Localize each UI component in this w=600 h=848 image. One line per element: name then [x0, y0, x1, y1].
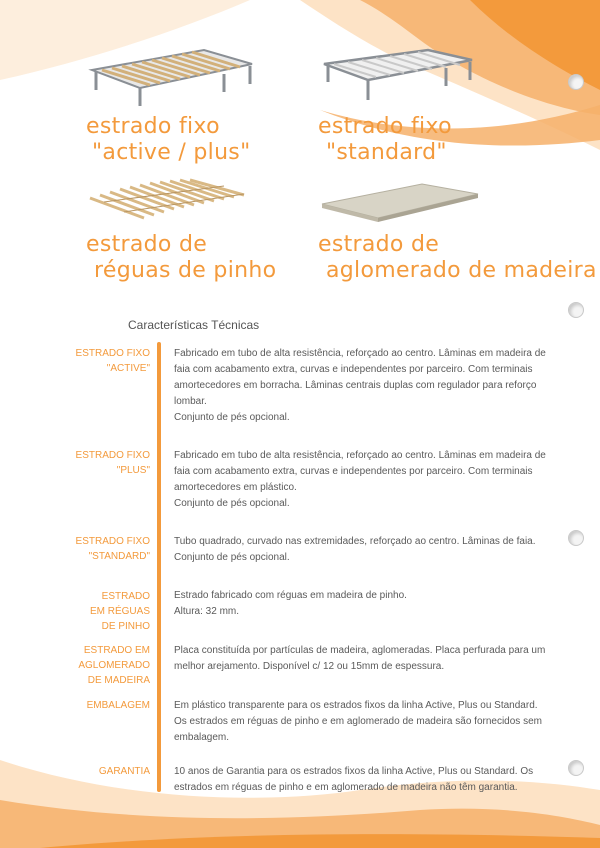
bed-frame-with-legs-icon	[84, 40, 260, 112]
spec-label-pine-slats: ESTRADO EM RÉGUAS DE PINHO	[89, 591, 150, 632]
product-title-standard: estrado fixo "standard"	[318, 114, 452, 165]
spec-text-active: Fabricado em tubo de alta resistência, reforçado ao centro. Lâminas em madeira de faia com acabamento extra, curvas e independentes por parceiro. Com terminais amortecedores em borracha. Lâminas centrais duplas com regulador para reforço lombar. Conjunto de pés opcional.	[174, 348, 546, 423]
spec-label-warranty: GARANTIA	[98, 766, 150, 777]
spec-text-particle-board: Placa constituída por partículas de madeira, aglomeradas. Placa perfurada para um melhor arejamento. Disponível c/ 12 ou 15mm de espessura.	[174, 645, 546, 672]
product-title-active-plus: estrado fixo "active / plus"	[86, 114, 251, 165]
spec-text-standard: Tubo quadrado, curvado nas extremidades, reforçado ao centro. Lâminas de faia. Conjunto de pés opcional.	[174, 536, 536, 563]
pine-slats-roll-icon	[84, 178, 254, 226]
spec-label-plus: ESTRADO FIXO "PLUS"	[75, 450, 150, 476]
spec-label-standard: ESTRADO FIXO "STANDARD"	[75, 536, 150, 562]
punch-hole-icon	[568, 760, 584, 776]
spec-text-pine-slats: Estrado fabricado com réguas em madeira de pinho. Altura: 32 mm.	[174, 590, 407, 617]
spec-label-particle-board: ESTRADO EM AGLOMERADO DE MADEIRA	[78, 645, 150, 686]
punch-hole-icon	[568, 302, 584, 318]
punch-hole-icon	[568, 530, 584, 546]
product-title-particle-board: estrado de aglomerado de madeira	[318, 232, 597, 283]
section-title: Características Técnicas	[128, 318, 260, 332]
punch-hole-icon	[568, 74, 584, 90]
spec-text-warranty: 10 anos de Garantia para os estrados fixos da linha Active, Plus ou Standard. Os estrados em réguas de pinho e em aglomerado de madeira não têm garantia.	[174, 766, 534, 793]
spec-text-plus: Fabricado em tubo de alta resistência, reforçado ao centro. Lâminas em madeira de faia com acabamento extra, curvas e independentes por parceiro. Com terminais amortecedores em plástico. Conjunto de pés opcional.	[174, 450, 546, 509]
product-title-pine-slats: estrado de réguas de pinho	[86, 232, 277, 283]
section-divider-bar	[157, 342, 161, 792]
spec-text-packaging: Em plástico transparente para os estrados fixos da linha Active, Plus ou Standard. Os estrados em réguas de pinho e em aglomerado de madeira são fornecidos sem embalagem.	[174, 700, 542, 743]
spec-label-active: ESTRADO FIXO "ACTIVE"	[75, 348, 150, 374]
spec-label-packaging: EMBALAGEM	[86, 700, 150, 711]
particle-board-icon	[318, 180, 482, 230]
bed-frame-square-tube-icon	[318, 44, 478, 106]
